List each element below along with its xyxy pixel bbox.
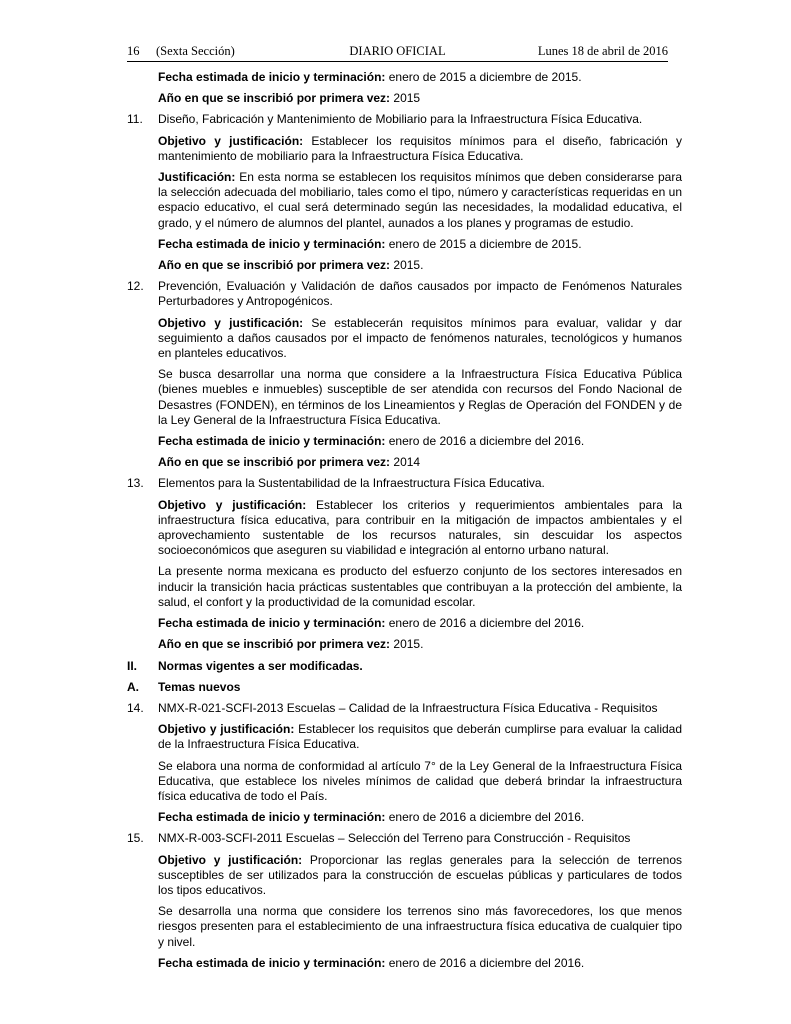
item-15-objetivo	[158, 853, 682, 899]
item-title: Diseño, Fabricación y Mantenimiento de Mobiliario para la Infraestructura Física Educativa.	[158, 112, 643, 127]
fecha-value: enero de 2015 a diciembre de 2015.	[385, 236, 582, 251]
item-11-objetivo	[158, 134, 682, 164]
label-fecha: Fecha estimada de inicio y terminación:	[158, 810, 386, 825]
item-14-fecha	[158, 810, 682, 825]
objetivo-text: Establecer los requisitos mínimos para el diseño, fabricación y mantenimiento de mobiliario para la Infraestructura Física Educativa.	[158, 133, 683, 163]
anio-value: 2015.	[390, 258, 424, 273]
label-fecha: Fecha estimada de inicio y terminación:	[158, 236, 386, 251]
header-page-number: 16	[127, 44, 140, 58]
item-11-justificacion	[158, 170, 682, 231]
label-fecha: Fecha estimada de inicio y terminación:	[158, 434, 386, 449]
paragraph-anio-top	[158, 91, 682, 106]
item-12-objetivo	[158, 316, 682, 362]
header-date: Lunes 18 de abril de 2016	[537, 44, 668, 58]
item-11-fecha	[158, 237, 682, 252]
section-a-heading	[127, 679, 682, 695]
label-objetivo: Objetivo y justificación:	[158, 852, 303, 867]
anio-value: 2015.	[390, 637, 424, 652]
item-13-objetivo	[158, 498, 682, 559]
objetivo-text: Se establecerán requisitos mínimos para evaluar, validar y dar seguimiento a daños causados por el impacto de fenómenos naturales, tecnológicos y humanos en planteles educativos.	[158, 315, 682, 361]
item-11-heading	[127, 112, 682, 127]
item-15-heading	[127, 831, 682, 846]
item-13-extra: La presente norma mexicana es producto del esfuerzo conjunto de los sectores interesados en inducir la transición hacia prácticas sustentables que contribuyan a la protección del ambiente, la salud, el confort y la productividad de la comunidad escolar.	[158, 564, 682, 609]
item-title: Prevención, Evaluación y Validación de daños causados por impacto de Fenómenos Naturales Perturbadores y Antropogénicos.	[158, 279, 682, 309]
label-objetivo: Objetivo y justificación:	[158, 133, 304, 148]
label-fecha: Fecha estimada de inicio y terminación:	[158, 70, 386, 84]
item-number: 12.	[127, 279, 144, 294]
fecha-value: enero de 2016 a diciembre del 2016.	[385, 955, 585, 970]
item-12-anio	[158, 455, 682, 470]
objetivo-text: Proporcionar las reglas generales para la selección de terrenos susceptibles de ser utilizados para la construcción de escuelas públicas y particulares de todos los tipos educativos.	[158, 852, 682, 897]
item-title: NMX-R-021-SCFI-2013 Escuelas – Calidad de la Infraestructura Física Educativa - Requisitos	[158, 700, 658, 715]
header-title: DIARIO OFICIAL	[349, 44, 446, 58]
anio-value: 2014	[390, 455, 421, 470]
item-number: 11.	[127, 112, 143, 127]
label-anio: Año en que se inscribió por primera vez:	[158, 455, 391, 470]
item-number: 14.	[127, 700, 144, 715]
item-12-heading	[127, 279, 682, 309]
anio-value: 2015	[390, 91, 421, 106]
item-14-heading	[127, 700, 682, 716]
header-section: (Sexta Sección)	[156, 44, 235, 58]
label-justificacion: Justificación:	[158, 170, 236, 185]
label-anio: Año en que se inscribió por primera vez:	[158, 637, 391, 652]
item-15-fecha	[158, 956, 682, 971]
label-anio: Año en que se inscribió por primera vez:	[158, 258, 391, 273]
page-header	[127, 44, 668, 60]
paragraph-fecha-top	[158, 70, 682, 85]
label-objetivo: Objetivo y justificación:	[158, 497, 307, 512]
item-14-extra: Se elabora una norma de conformidad al artículo 7° de la Ley General de la Infraestructura Física Educativa, que establece los niveles mínimos de calidad que deberá brindar la infraestructura física educativa de todo el País.	[158, 758, 682, 803]
section-number: II.	[127, 658, 138, 673]
item-15-extra: Se desarrolla una norma que considere los terrenos sino más favorecedores, los que menos riesgos presenten para el establecimiento de una infraestructura física educativa de cualquier tipo y nivel.	[158, 904, 682, 949]
section-title: Temas nuevos	[158, 679, 241, 694]
item-13-anio	[158, 637, 682, 652]
label-fecha: Fecha estimada de inicio y terminación:	[158, 955, 386, 970]
item-title: NMX-R-003-SCFI-2011 Escuelas – Selección del Terreno para Construcción - Requisitos	[158, 831, 631, 846]
document-body	[127, 70, 682, 977]
item-number: 13.	[127, 476, 144, 491]
item-12-fecha	[158, 434, 682, 449]
item-13-heading	[127, 476, 682, 491]
item-number: 15.	[127, 831, 144, 846]
item-14-objetivo	[158, 722, 682, 752]
objetivo-text: Establecer los criterios y requerimientos ambientales para la infraestructura física educativa, para contribuir en la mitigación de impactos ambientales y el aprovechamiento sustentable de los recursos naturales, sin descuidar los aspectos socioeconómicos que aseguren su viabilidad e integración al entorno urbano natural.	[158, 497, 682, 558]
section-title: Normas vigentes a ser modificadas.	[158, 658, 363, 673]
label-objetivo: Objetivo y justificación:	[158, 722, 295, 737]
header-rule	[127, 61, 668, 62]
label-fecha: Fecha estimada de inicio y terminación:	[158, 616, 386, 631]
item-11-anio	[158, 258, 682, 273]
section-ii-heading	[127, 658, 682, 674]
label-objetivo: Objetivo y justificación:	[158, 315, 304, 330]
objetivo-text: Establecer los requisitos que deberán cumplirse para evaluar la calidad de la Infraestructura Física Educativa.	[158, 722, 683, 752]
justificacion-text: En esta norma se establecen los requisitos mínimos que deben considerarse para la selección adecuada del mobiliario, tales como el tipo, número y características requeridas en un espacio educativo, el cual será determinado según las necesidades, la modalidad educativa, el grado, y el número de alumnos del plantel, aunados a los planes y programas de estudio.	[158, 170, 682, 230]
fecha-value: enero de 2016 a diciembre del 2016.	[385, 616, 585, 631]
fecha-value: enero de 2016 a diciembre del 2016.	[385, 434, 585, 449]
fecha-value: enero de 2016 a diciembre del 2016.	[385, 810, 585, 825]
section-number: A.	[127, 679, 139, 694]
item-13-fecha	[158, 616, 682, 631]
item-title: Elementos para la Sustentabilidad de la Infraestructura Física Educativa.	[158, 476, 545, 491]
label-anio: Año en que se inscribió por primera vez:	[158, 91, 391, 106]
fecha-value: enero de 2015 a diciembre de 2015.	[385, 70, 582, 84]
item-12-extra: Se busca desarrollar una norma que considere a la Infraestructura Física Educativa Pública (bienes muebles e inmuebles) susceptible de ser atendida con recursos del Fondo Nacional de Desastres (FONDEN), en términos de los Lineamientos y Reglas de Operación del FONDEN y de la Ley General de la Infraestructura Física Educativa.	[158, 367, 682, 427]
